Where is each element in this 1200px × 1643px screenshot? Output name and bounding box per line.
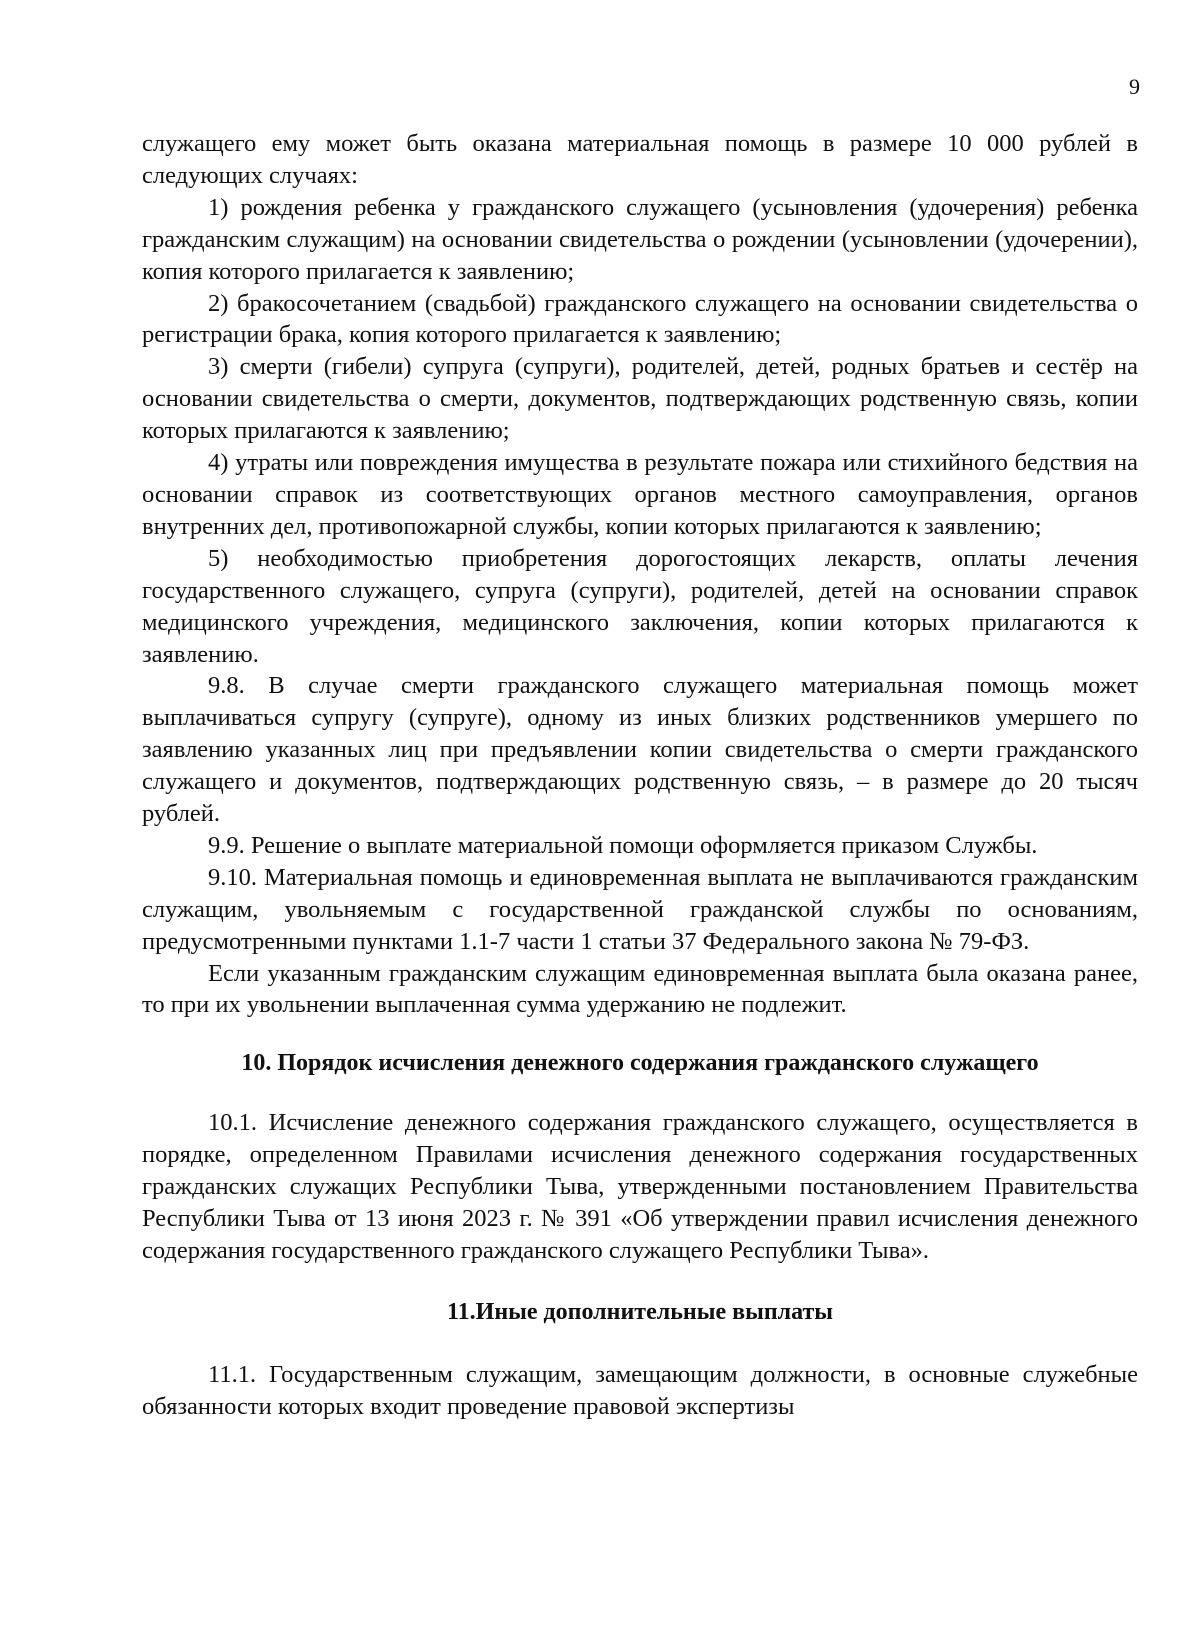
document-body [142,128,1138,1423]
paragraph-continuation: служащего ему может быть оказана материальная помощь в размере 10 000 рублей в следующих случаях: [142,130,1138,189]
clause-9-9: 9.9. Решение о выплате материальной помощи оформляется приказом Службы. [208,831,1038,859]
clause-9-8: 9.8. В случае смерти гражданского служащего материальная помощь может выплачиваться супругу (супруге), одному из иных близких родственников умершего по заявлению указанных лиц при предъявлении копии свидетельства о смерти гражданского служащего и документов, подтверждающих родственную связь, – в размере до 20 тысяч рублей. [142,672,1138,828]
list-item-death: 3) смерти (гибели) супруга (супруги), родителей, детей, родных братьев и сестёр на основании свидетельства о смерти, документов, подтверждающих родственную связь, копии которых прилагаются к заявлению; [142,353,1138,445]
list-item-marriage: 2) бракосочетанием (свадьбой) гражданского служащего на основании свидетельства о регистрации брака, копия которого прилагается к заявлению; [142,289,1138,349]
clause-11-1: 11.1. Государственным служащим, замещающим должности, в основные служебные обязанности которых входит проведение правовой экспертизы [142,1360,1138,1420]
clause-9-10: 9.10. Материальная помощь и единовременная выплата не выплачиваются гражданским служащим, увольняемым с государственной гражданской службы по основаниям, предусмотренными пунктами 1.1-7 части 1 статьи 37 Федерального закона № 79-ФЗ. [142,863,1138,955]
list-item-property-loss: 4) утраты или повреждения имущества в результате пожара или стихийного бедствия на основании справок из соответствующих органов местного самоуправления, органов внутренних дел, противопожарной службы, копии которых прилагаются к заявлению; [142,449,1138,540]
list-item-birth: 1) рождения ребенка у гражданского служащего (усыновления (удочерения) ребенка гражданским служащим) на основании свидетельства о рождении (усыновлении (удочерении), копия которого прилагается к заявлению; [142,193,1138,285]
section-10-title: 10. Порядок исчисления денежного содержания гражданского служащего [241,1050,1039,1077]
clause-9-10-note: Если указанным гражданским служащим единовременная выплата была оказана ранее, то при их увольнении выплаченная сумма удержанию не подлежит. [142,959,1138,1019]
page-number: 9 [1129,74,1140,99]
clause-10-1: 10.1. Исчисление денежного содержания гражданского служащего, осуществляется в порядке, определенном Правилами исчисления денежного содержания государственных гражданских служащих Республики Тыва, утвержденными постановлением Правительства Республики Тыва от 13 июня 2023 г. № 391 «Об утверждении правил исчисления денежного содержания государственного гражданского служащего Республики Тыва». [142,1109,1138,1264]
list-item-medicine: 5) необходимостью приобретения дорогостоящих лекарств, оплаты лечения государственного служащего, супруга (супруги), родителей, детей на основании справок медицинского учреждения, медицинского заключения, копии которых прилагаются к заявлению. [142,544,1138,668]
section-11-title: 11.Иные дополнительные выплаты [446,1298,834,1325]
